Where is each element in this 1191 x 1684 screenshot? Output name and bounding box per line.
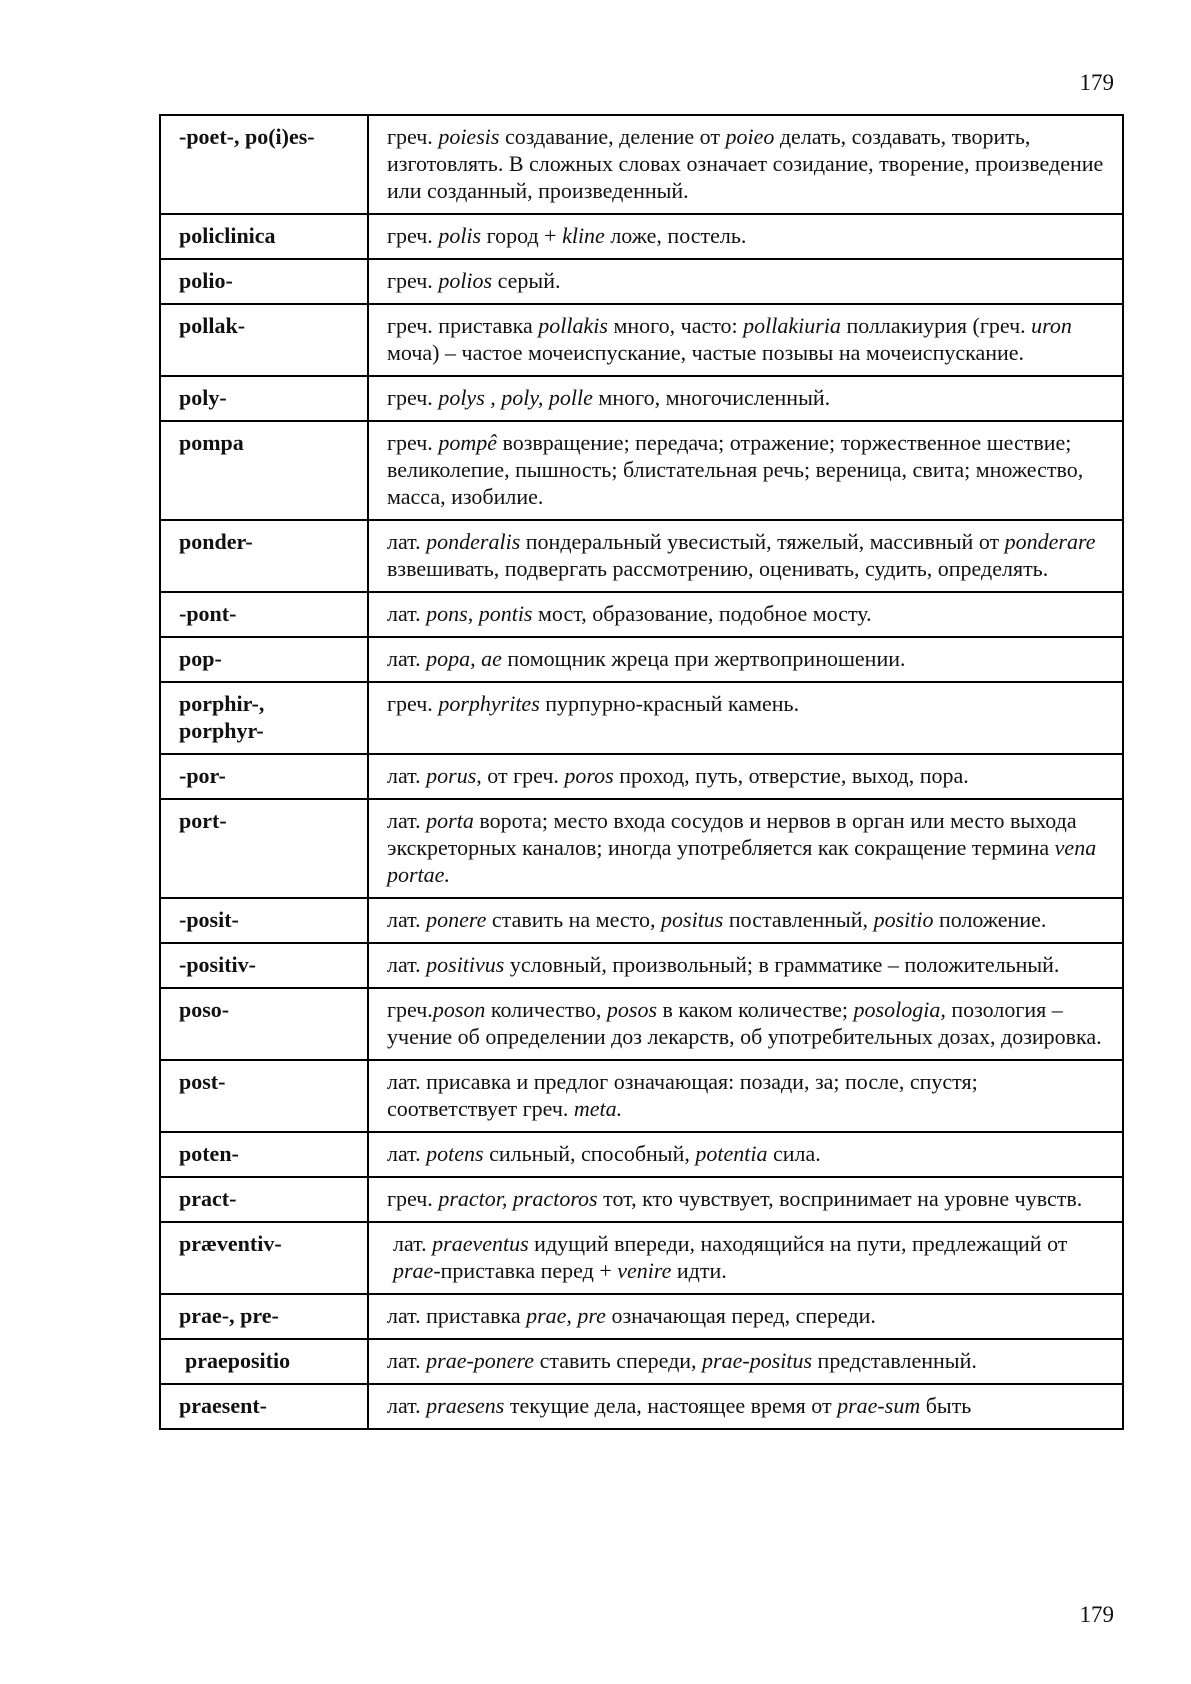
entry-term: præventiv- [160,1222,368,1294]
entry-definition [368,1060,1123,1132]
definition-italic-word: polis [438,223,482,248]
definition-italic-word: praesens [426,1393,505,1418]
entry-term: prae-, pre- [160,1294,368,1339]
definition-text: греч. [387,124,439,149]
entry-term: pract- [160,1177,368,1222]
definition-italic-word: positio [873,907,934,932]
definition-text: представленный. [812,1348,977,1373]
dictionary-row [160,1060,1123,1132]
definition-text: в каком количестве; [657,997,854,1022]
entry-term: -poet-, po(i)es- [160,115,368,214]
definition-text: греч. [387,430,439,455]
definition-italic-word: prae- [393,1258,441,1283]
definition-text: моча) – частое мочеиспускание, частые позывы на мочеиспускание. [387,340,1025,365]
entry-definition [368,1222,1123,1294]
definition-italic-word: poros [564,763,614,788]
dictionary-row [160,115,1123,214]
definition-italic-word: ponere [426,907,487,932]
definition-text: текущие дела, настоящее время от [504,1393,838,1418]
entry-term: ponder- [160,520,368,592]
entry-definition [368,943,1123,988]
definition-italic-word: ponderalis [426,529,521,554]
entry-term: poso- [160,988,368,1060]
definition-text: много, многочисленный. [592,385,831,410]
definition-text: сильный, способный, [483,1141,696,1166]
definition-text: положение. [933,907,1047,932]
entry-definition [368,1177,1123,1222]
entry-definition [368,898,1123,943]
definition-italic-word: porus [426,763,477,788]
definition-text: пурпурно-красный камень. [539,691,800,716]
definition-italic-word: ponderare [1004,529,1096,554]
definition-text: поллакиурия (греч. [840,313,1032,338]
definition-text: серый. [492,268,561,293]
definition-text: взвешивать, подвергать рассмотрению, оценивать, судить, определять. [387,556,1049,581]
definition-italic-word: polys , poly, polle [438,385,593,410]
definition-text: греч. [387,223,439,248]
definition-text: позология – учение об определении доз лекарств, об употребительных дозах, дозировка. [387,997,1102,1049]
definition-text: ставить спереди, [534,1348,703,1373]
definition-italic-word: pompê [438,430,497,455]
entry-definition [368,592,1123,637]
definition-text: лат. [387,1393,427,1418]
definition-text: условный, произвольный; в грамматике – положительный. [504,952,1060,977]
definition-italic-word: pollakis [538,313,608,338]
definition-italic-word: pollakiuria [743,313,841,338]
definition-text: лат. [387,646,427,671]
definition-italic-word: prae-sum [837,1393,921,1418]
entry-term: praepositio [160,1339,368,1384]
definition-text: ложе, постель. [604,223,747,248]
entry-term: pompa [160,421,368,520]
page-number-top: 179 [1079,70,1114,95]
definition-text: лат. [387,1348,427,1373]
definition-text: быть [920,1393,972,1418]
definition-text: греч. [387,268,439,293]
definition-italic-word: practor, practoros [438,1186,598,1211]
entry-term: post- [160,1060,368,1132]
dictionary-row [160,376,1123,421]
definition-text: количество, [485,997,607,1022]
definition-italic-word: positivus [426,952,505,977]
entry-term: -por- [160,754,368,799]
dictionary-row [160,637,1123,682]
definition-text: означающая перед, спереди. [605,1303,876,1328]
definition-italic-word: porphyrites [438,691,540,716]
definition-italic-word: praeventus [432,1231,529,1256]
dictionary-row [160,421,1123,520]
dictionary-table [159,114,1124,1430]
entry-definition [368,421,1123,520]
entry-definition [368,376,1123,421]
definition-text: лат. [387,907,427,932]
entry-term: -pont- [160,592,368,637]
entry-definition [368,637,1123,682]
definition-text: возвращение; передача; отражение; торжественное шествие; великолепие, пышность; блистательная речь; вереница, свита; множество, масса, изобилие. [387,430,1084,509]
definition-italic-word: posos [606,997,658,1022]
definition-text: создавание, деление от [499,124,726,149]
dictionary-row [160,304,1123,376]
entry-definition [368,988,1123,1060]
entry-definition [368,799,1123,898]
definition-italic-word: kline [562,223,605,248]
definition-italic-word: pons, pontis [426,601,533,626]
definition-italic-word: positus [661,907,724,932]
dictionary-row [160,1222,1123,1294]
definition-text: сила. [767,1141,821,1166]
definition-italic-word: poieo [725,124,775,149]
dictionary-table-body [160,115,1123,1429]
definition-text: делать, создавать, творить, изготовлять. В сложных словах означает созидание, творение, произведение или созданный, произведенный. [387,124,1104,203]
definition-italic-word: prae-ponere [426,1348,535,1373]
definition-italic-word: vena portae. [387,835,1097,887]
definition-italic-word: uron [1031,313,1072,338]
definition-text: лат. [387,808,427,833]
entry-term: port- [160,799,368,898]
definition-text: лат. [387,952,427,977]
definition-text: лат. приставка [387,1303,527,1328]
page-number-bottom: 179 [1079,1602,1114,1627]
entry-definition [368,520,1123,592]
definition-text: ворота; место входа сосудов и нервов в орган или место выхода экскреторных каналов; иногда употребляется как сокращение термина [387,808,1077,860]
definition-text: много, часто: [607,313,744,338]
dictionary-row [160,682,1123,754]
dictionary-row [160,592,1123,637]
definition-text: приставка перед + [440,1258,618,1283]
definition-text: мост, образование, подобное мосту. [532,601,872,626]
definition-text: лат. [387,1141,427,1166]
entry-definition [368,682,1123,754]
dictionary-row [160,799,1123,898]
definition-text: греч. [387,997,433,1022]
entry-definition [368,214,1123,259]
dictionary-row [160,988,1123,1060]
definition-text: идти. [671,1258,727,1283]
definition-text: помощник жреца при жертвоприношении. [501,646,906,671]
entry-definition [368,115,1123,214]
entry-definition [368,1384,1123,1429]
entry-definition [368,754,1123,799]
entry-term: pollak- [160,304,368,376]
definition-text: лат. [393,1231,433,1256]
definition-italic-word: potens [426,1141,484,1166]
entry-term: policlinica [160,214,368,259]
definition-text: город + [481,223,563,248]
entry-term: poly- [160,376,368,421]
dictionary-row [160,259,1123,304]
definition-text: греч. [387,691,439,716]
definition-italic-word: prae-positus [702,1348,813,1373]
definition-text: пондеральный увесистый, тяжелый, массивный от [520,529,1005,554]
definition-text: греч. приставка [387,313,539,338]
entry-term: praesent- [160,1384,368,1429]
dictionary-row [160,1294,1123,1339]
definition-text: поставленный, [723,907,874,932]
definition-italic-word: poson [432,997,486,1022]
entry-term: polio- [160,259,368,304]
definition-text: лат. присавка и предлог означающая: позади, за; после, спустя; соответствует греч. [387,1069,978,1121]
entry-term: -positiv- [160,943,368,988]
definition-text: проход, путь, отверстие, выход, пора. [613,763,969,788]
dictionary-row [160,1384,1123,1429]
definition-italic-word: prae, pre [526,1303,606,1328]
dictionary-row [160,1339,1123,1384]
dictionary-row [160,1132,1123,1177]
dictionary-row [160,214,1123,259]
definition-italic-word: venire [617,1258,672,1283]
definition-text: лат. [387,601,427,626]
definition-text: греч. [387,385,439,410]
definition-text: греч. [387,1186,439,1211]
entry-definition [368,1132,1123,1177]
entry-term: pop- [160,637,368,682]
entry-definition [368,304,1123,376]
definition-text: , от греч. [476,763,565,788]
entry-term: poten- [160,1132,368,1177]
definition-italic-word: porta [426,808,474,833]
definition-italic-word: meta. [573,1096,623,1121]
dictionary-row [160,898,1123,943]
dictionary-row [160,754,1123,799]
definition-text: лат. [387,763,427,788]
definition-italic-word: popa, ae [426,646,502,671]
dictionary-row [160,943,1123,988]
entry-term: porphir-, porphyr- [160,682,368,754]
dictionary-row [160,520,1123,592]
definition-text: лат. [387,529,427,554]
definition-italic-word: potentia [695,1141,768,1166]
entry-definition [368,1294,1123,1339]
definition-text: ставить на место, [486,907,662,932]
definition-italic-word: polios [438,268,493,293]
definition-italic-word: posologia, [853,997,946,1022]
entry-term: -posit- [160,898,368,943]
definition-text: идущий впереди, находящийся на пути, предлежащий от [528,1231,1068,1256]
entry-definition [368,1339,1123,1384]
definition-text: тот, кто чувствует, воспринимает на уровне чувств. [597,1186,1083,1211]
entry-definition [368,259,1123,304]
definition-italic-word: poiesis [438,124,500,149]
dictionary-row [160,1177,1123,1222]
